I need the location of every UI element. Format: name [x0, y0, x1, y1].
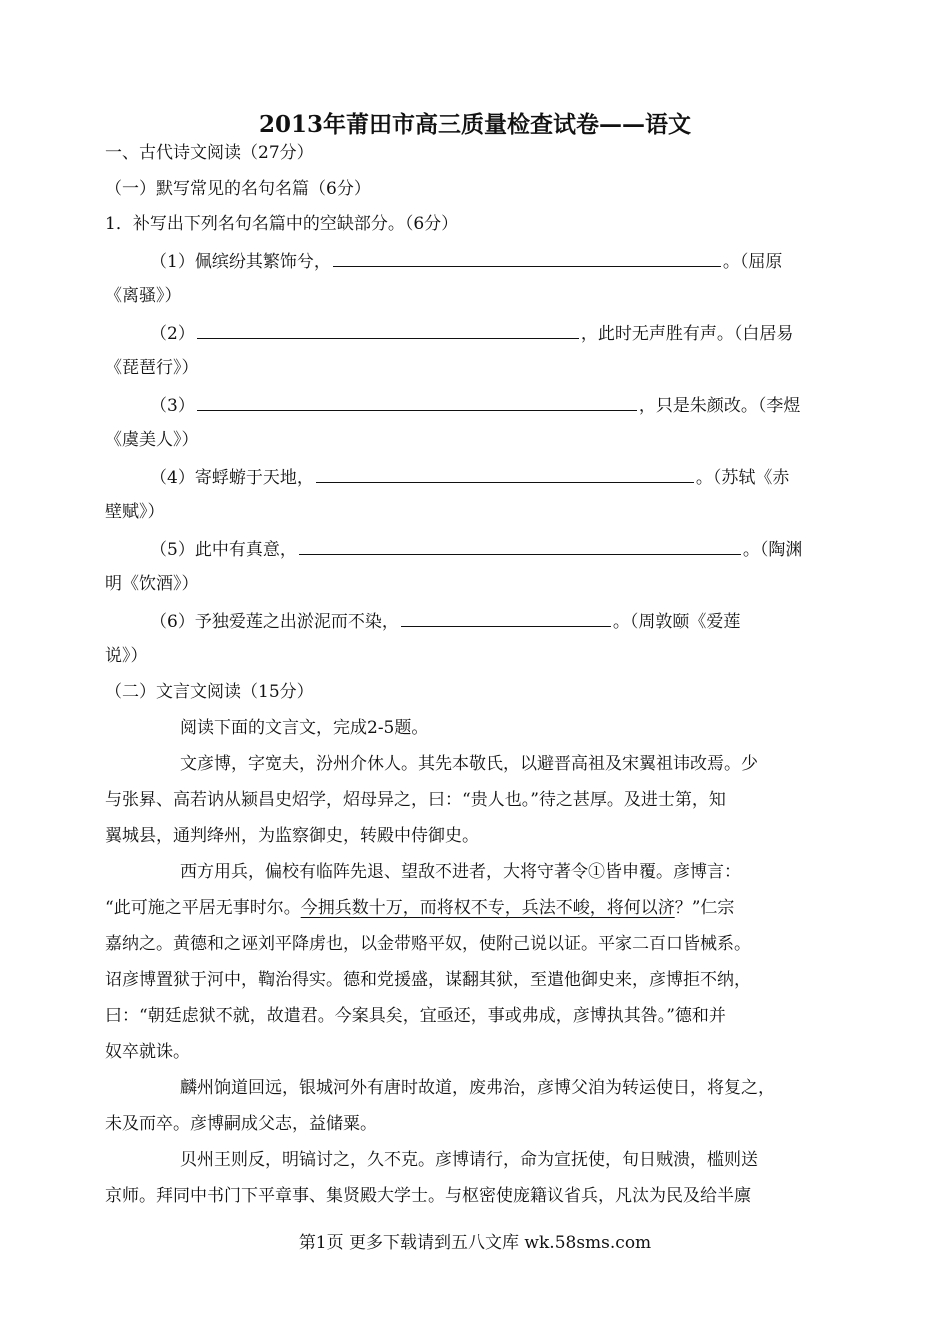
passage-line: 麟州饷道回远，银城河外有唐时故道，废弗治，彦博父洎为转运使日，将复之， — [180, 1078, 775, 1098]
underlined-sentence: 今拥兵数十万，而将权不专，兵法不峻，将何以济 — [300, 898, 675, 918]
fill-item-2-source: 《琵琶行》） — [105, 358, 199, 378]
fill-item-5: （5）此中有真意， 。（陶渊 — [150, 536, 802, 562]
page-title: 2013年莆田市高三质量检查试卷——语文 — [258, 111, 691, 138]
passage-line: “此可施之平居无事时尔。今拥兵数十万，而将权不专，兵法不峻，将何以济？”仁宗 — [105, 898, 735, 918]
answer-blank[interactable] — [197, 320, 579, 339]
passage-line: 西方用兵，偏校有临阵先退、望敌不进者，大将守著令①皆申覆。彦博言： — [180, 862, 741, 882]
passage-line: 贝州王则反，明镐讨之，久不克。彦博请行，命为宣抚使，旬日贼溃，槛则送 — [180, 1150, 758, 1170]
passage-line: 嘉纳之。黄德和之诬刘平降虏也，以金带赂平奴，使附己说以证。平家二百口皆械系。 — [105, 934, 751, 954]
passage-line: 未及而卒。彦博嗣成父志，益储粟。 — [105, 1114, 377, 1134]
subsection-heading: （一）默写常见的名句名篇（6分） — [105, 179, 371, 199]
fill-item-5-source: 明《饮酒》） — [105, 574, 199, 594]
section-heading: 一、古代诗文阅读（27分） — [105, 143, 314, 163]
passage-line: 翼城县，通判绛州，为监察御史，转殿中侍御史。 — [105, 826, 479, 846]
answer-blank[interactable] — [333, 248, 721, 267]
fill-item-3: （3） ，只是朱颜改。（李煜 — [150, 392, 800, 418]
subsection-heading: （二）文言文阅读（15分） — [105, 682, 314, 702]
answer-blank[interactable] — [401, 608, 611, 627]
fill-item-4-source: 壁赋》） — [105, 502, 165, 522]
fill-item-2: （2） ，此时无声胜有声。（白居易 — [150, 320, 793, 346]
answer-blank[interactable] — [197, 392, 637, 411]
fill-item-4: （4）寄蜉蝣于天地， 。（苏轼《赤 — [150, 464, 789, 490]
passage-line: 奴卒就诛。 — [105, 1042, 190, 1062]
passage-line: 曰：“朝廷虑狱不就，故遣君。今案具矣，宜亟还，事或弗成，彦博执其咎。”德和并 — [105, 1006, 726, 1026]
question-1: 1．补写出下列名句名篇中的空缺部分。（6分） — [105, 214, 459, 234]
fill-item-6: （6）予独爱莲之出淤泥而不染， 。（周敦颐《爱莲 — [150, 608, 740, 634]
reading-instruction: 阅读下面的文言文，完成2-5题。 — [180, 718, 429, 738]
answer-blank[interactable] — [299, 536, 741, 555]
fill-item-3-source: 《虞美人》） — [105, 430, 199, 450]
fill-item-1-source: 《离骚》） — [105, 286, 182, 306]
answer-blank[interactable] — [316, 464, 694, 483]
fill-item-6-source: 说》） — [105, 646, 148, 666]
fill-item-1: （1）佩缤纷其繁饰兮， 。（屈原 — [150, 248, 782, 274]
passage-line: 诏彦博置狱于河中，鞫治得实。德和党援盛，谋翻其狱，至遣他御史来，彦博拒不纳， — [105, 970, 751, 990]
passage-line: 京师。拜同中书门下平章事、集贤殿大学士。与枢密使庞籍议省兵，凡汰为民及给半廪 — [105, 1186, 751, 1206]
page-footer: 第1页 更多下载请到五八文库 wk.58sms.com — [298, 1233, 652, 1253]
passage-line: 文彦博，字宽夫，汾州介休人。其先本敬氏，以避晋高祖及宋翼祖讳改焉。少 — [180, 754, 758, 774]
passage-line: 与张昪、高若讷从颍昌史炤学，炤母异之，曰：“贵人也。”待之甚厚。及进士第，知 — [105, 790, 726, 810]
